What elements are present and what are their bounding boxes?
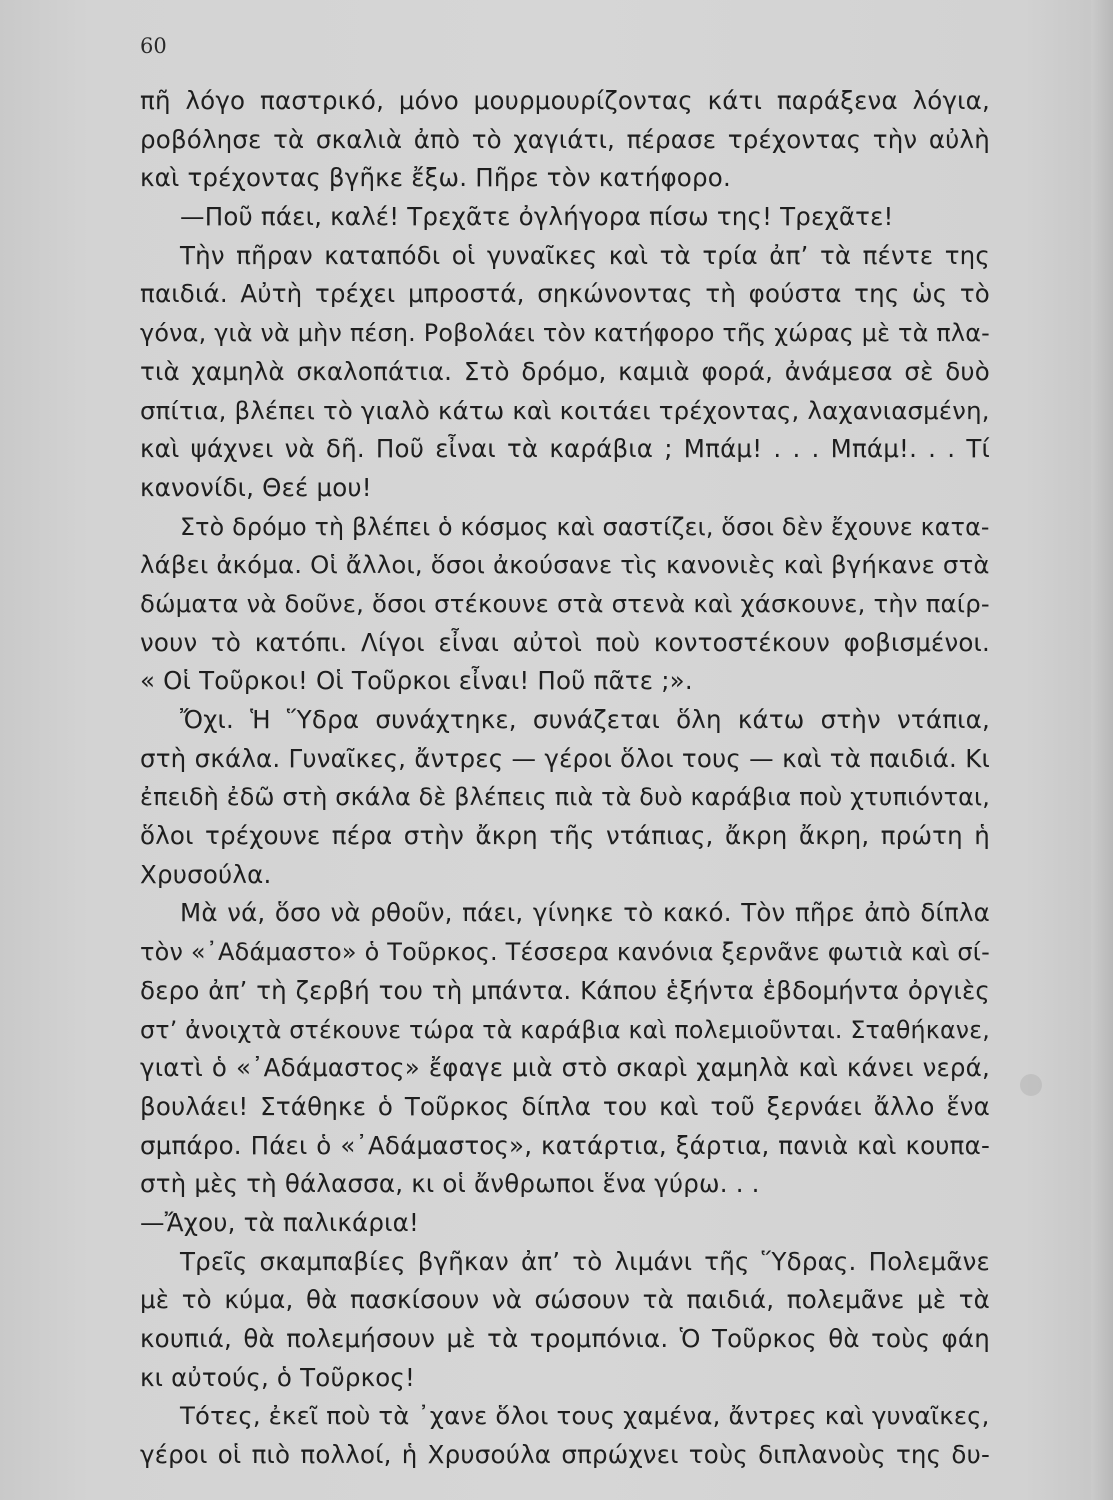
- text-line: Μὰ νά, ὅσο νὰ ρθοῦν, πάει, γίνηκε τὸ κακό. Τὸν πῆρε ἀπὸ δίπλα: [180, 898, 990, 928]
- text-line: καὶ τρέχοντας βγῆκε ἔξω. Πῆρε τὸν κατήφορο.: [140, 163, 731, 193]
- text-line: τὸν «᾿Αδάμαστο» ὁ Τοῦρκος. Τέσσερα κανόνια ξερνᾶνε φωτιὰ καὶ σί-: [140, 938, 990, 967]
- text-line: Ὄχι. Ἡ Ὕδρα συνάχτηκε, συνάζεται ὅλη κάτω στὴν ντάπια,: [180, 705, 990, 734]
- text-line: Τρεῖς σκαμπαβίες βγῆκαν ἀπ’ τὸ λιμάνι τῆς Ὕδρας. Πολεμᾶνε: [180, 1246, 990, 1276]
- text-line: παιδιά. Αὐτὴ τρέχει μπροστά, σηκώνοντας τὴ φούστα της ὡς τὸ: [140, 279, 990, 309]
- text-line: στὴ μὲς τὴ θάλασσα, κι οἱ ἄνθρωποι ἕνα γύρω. . .: [140, 1169, 760, 1199]
- text-line: Χρυσούλα.: [140, 859, 272, 889]
- text-line: πῆ λόγο παστρικό, μόνο μουρμουρίζοντας κάτι παράξενα λόγια,: [140, 86, 990, 115]
- body-text: [140, 82, 990, 1475]
- text-line: Τὴν πῆραν καταπόδι οἱ γυναῖκες καὶ τὰ τρία ἀπ’ τὰ πέντε της: [180, 240, 990, 270]
- text-line: σπίτια, βλέπει τὸ γιαλὸ κάτω καὶ κοιτάει τρέχοντας, λαχανιασμένη,: [140, 395, 990, 425]
- text-line: μὲ τὸ κύμα, θὰ πασκίσουν νὰ σώσουν τὰ παιδιά, πολεμᾶνε μὲ τὰ: [140, 1285, 990, 1315]
- text-line: τιὰ χαμηλὰ σκαλοπάτια. Στὸ δρόμο, καμιὰ φορά, ἀνάμεσα σὲ δυὸ: [140, 356, 990, 386]
- text-line: κουπιά, θὰ πολεμήσουν μὲ τὰ τρομπόνια. Ὁ Τοῦρκος θὰ τοὺς φάη: [140, 1324, 990, 1353]
- text-line: νουν τὸ κατόπι. Λίγοι εἶναι αὐτοὶ ποὺ κοντοστέκουν φοβισμένοι.: [140, 627, 990, 657]
- text-line: —Ἄχου, τὰ παλικάρια!: [140, 1207, 420, 1237]
- text-line: σμπάρο. Πάει ὁ «᾿Αδάμαστος», κατάρτια, ξάρτια, πανιὰ καὶ κουπα-: [140, 1130, 990, 1160]
- text-line: Στὸ δρόμο τὴ βλέπει ὁ κόσμος καὶ σαστίζει, ὅσοι δὲν ἔχουνε κατα-: [180, 512, 990, 541]
- text-line: γέροι οἱ πιὸ πολλοί, ἡ Χρυσούλα σπρώχνει τοὺς διπλανοὺς της δυ-: [140, 1440, 990, 1470]
- text-line: —Ποῦ πάει, καλέ! Τρεχᾶτε ὀγλήγορα πίσω της! Τρεχᾶτε!: [180, 202, 894, 232]
- text-line: δώματα νὰ δοῦνε, ὅσοι στέκουνε στὰ στενὰ καὶ χάσκουνε, τὴν παίρ-: [140, 588, 990, 618]
- text-line: δερο ἀπ’ τὴ ζερβή του τὴ μπάντα. Κάπου ἑξήντα ἑβδομήντα ὀργιὲς: [140, 975, 990, 1005]
- text-line: « Οἱ Τοῦρκοι! Οἱ Τοῦρκοι εἶναι! Ποῦ πᾶτε ;».: [140, 666, 693, 696]
- bleed-through-mark: [1020, 1074, 1042, 1096]
- text-line: καὶ ψάχνει νὰ δῆ. Ποῦ εἶναι τὰ καράβια ; Μπάμ! . . . Μπάμ!. . . Τί: [140, 434, 990, 464]
- text-line: ροβόλησε τὰ σκαλιὰ ἀπὸ τὸ χαγιάτι, πέρασε τρέχοντας τὴν αὐλὴ: [140, 124, 990, 154]
- text-line: βουλάει! Στάθηκε ὁ Τοῦρκος δίπλα του καὶ τοῦ ξερνάει ἄλλο ἕνα: [140, 1091, 990, 1121]
- page-edge-shadow: [1091, 0, 1113, 1500]
- text-line: κανονίδι, Θεέ μου!: [140, 472, 372, 502]
- text-line: ὅλοι τρέχουνε πέρα στὴν ἄκρη τῆς ντάπιας, ἄκρη ἄκρη, πρώτη ἡ: [140, 821, 990, 851]
- text-line: γόνα, γιὰ νὰ μὴν πέση. Ροβολάει τὸν κατήφορο τῆς χώρας μὲ τὰ πλα-: [140, 319, 991, 348]
- text-line: ἐπειδὴ ἐδῶ στὴ σκάλα δὲ βλέπεις πιὰ τὰ δυὸ καράβια ποὺ χτυπιόνται,: [140, 783, 991, 812]
- text-line: γιατὶ ὁ «᾿Αδάμαστος» ἔφαγε μιὰ στὸ σκαρὶ χαμηλὰ καὶ κάνει νερά,: [140, 1053, 990, 1083]
- text-line: στὴ σκάλα. Γυναῖκες, ἄντρες — γέροι ὅλοι τους — καὶ τὰ παιδιά. Κι: [140, 743, 990, 773]
- text-line: στ’ ἀνοιχτὰ στέκουνε τώρα τὰ καράβια καὶ πολεμιοῦνται. Σταθήκανε,: [140, 1015, 990, 1044]
- text-line: κι αὐτούς, ὁ Τοῦρκος!: [140, 1362, 416, 1392]
- text-line: λάβει ἀκόμα. Οἱ ἄλλοι, ὅσοι ἀκούσανε τὶς κανονιὲς καὶ βγήκανε στὰ: [140, 550, 990, 580]
- page-number: 60: [140, 34, 167, 58]
- text-line: Τότες, ἐκεῖ ποὺ τὰ ᾿χανε ὅλοι τους χαμένα, ἄντρες καὶ γυναῖκες,: [180, 1401, 990, 1431]
